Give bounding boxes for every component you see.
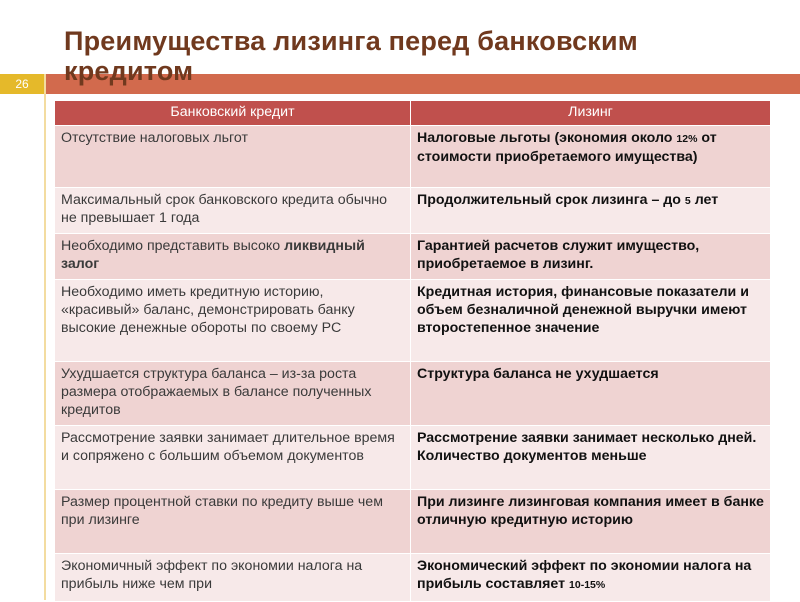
table-header-row	[55, 101, 771, 126]
lease-cell	[411, 188, 771, 234]
table-row	[55, 280, 771, 362]
lease-text: Экономический эффект по экономии налога на прибыль составляет	[417, 558, 752, 592]
bank-cell: Размер процентной ставки по кредиту выше чем при лизинге	[55, 490, 411, 554]
lease-cell: При лизинге лизинговая компания имеет в банке отличную кредитную историю	[411, 490, 771, 554]
lease-cell: Структура баланса не ухудшается	[411, 362, 771, 426]
lease-number: 12%	[676, 133, 698, 145]
table-row	[55, 490, 771, 554]
bank-cell: Необходимо иметь кредитную историю, «красивый» баланс, демонстрировать банку высокие денежные обороты по своему РС	[55, 280, 411, 362]
bank-cell: Экономичный эффект по экономии налога на прибыль ниже чем при	[55, 554, 411, 602]
lease-cell	[411, 554, 771, 602]
header-bank-credit: Банковский кредит	[55, 101, 411, 126]
bank-cell: Максимальный срок банковского кредита обычно не превышает 1 года	[55, 188, 411, 234]
slide-number-badge: 26	[0, 74, 44, 94]
header-leasing: Лизинг	[411, 101, 771, 126]
lease-number: 10-15%	[569, 579, 606, 591]
table-row	[55, 426, 771, 490]
table-row	[55, 362, 771, 426]
table-row	[55, 554, 771, 602]
bank-cell: Рассмотрение заявки занимает длительное время и сопряжено с большим объемом документов	[55, 426, 411, 490]
slide-side-line	[44, 74, 46, 600]
lease-cell: Гарантией расчетов служит имущество, приобретаемое в лизинг.	[411, 234, 771, 280]
bank-text-bold: ликвидный залог	[61, 238, 365, 272]
bank-cell: Ухудшается структура баланса – из-за роста размера отображаемых в балансе полученных кредитов	[55, 362, 411, 426]
lease-number: 5	[684, 195, 691, 207]
table-row	[55, 234, 771, 280]
bank-text: Необходимо представить высоко	[61, 238, 285, 254]
lease-text: Продолжительный срок лизинга – до	[417, 192, 685, 208]
slide-title: Преимущества лизинга перед банковским кредитом	[64, 26, 638, 86]
comparison-table	[54, 100, 771, 602]
lease-text: от стоимости приобретаемого имущества)	[417, 130, 717, 165]
bank-cell: Отсутствие налоговых льгот	[55, 126, 411, 188]
table-row	[55, 188, 771, 234]
lease-text: Налоговые льготы (экономия около	[417, 130, 677, 146]
lease-text: лет	[690, 192, 719, 208]
table-row	[55, 126, 771, 188]
lease-cell	[411, 126, 771, 188]
lease-cell: Рассмотрение заявки занимает несколько дней. Количество документов меньше	[411, 426, 771, 490]
lease-cell: Кредитная история, финансовые показатели и объем безналичной денежной выручки имеют второстепенное значение	[411, 280, 771, 362]
bank-cell	[55, 234, 411, 280]
